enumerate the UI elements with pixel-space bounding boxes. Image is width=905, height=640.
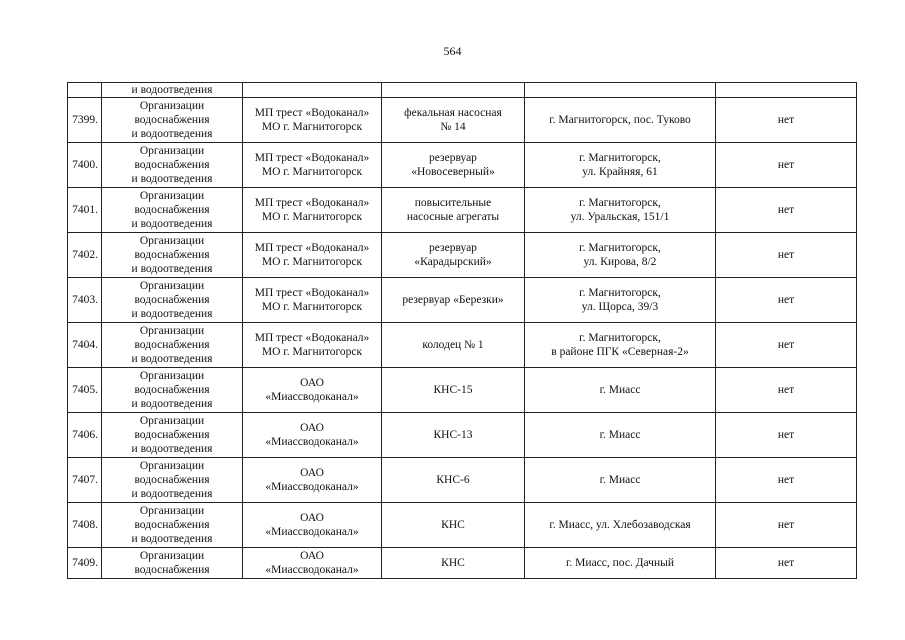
cell-value: нет — [716, 413, 857, 458]
cell-num — [68, 83, 102, 98]
cell-value: нет — [716, 548, 857, 579]
cell-category — [102, 548, 243, 579]
table-row — [68, 413, 857, 458]
cell-category-line: Организации — [139, 190, 205, 202]
cell-category-line: Организации — [139, 415, 205, 427]
cell-num: 7402. — [68, 233, 102, 278]
cell-address-line: ул. Уральская, 151/1 — [570, 211, 670, 223]
cell-num: 7404. — [68, 323, 102, 368]
table-row-continuation — [68, 83, 857, 98]
cell-address — [525, 98, 716, 143]
cell-object-line: фекальная насосная — [404, 107, 502, 119]
page-number: 564 — [443, 44, 462, 58]
cell-num: 7400. — [68, 143, 102, 188]
table-row — [68, 188, 857, 233]
cell-category-line: и водоотведения — [131, 533, 213, 545]
cell-value: нет — [716, 98, 857, 143]
table-row — [68, 98, 857, 143]
cell-category-line: Организации — [139, 100, 205, 112]
cell-object-line: «Новосеверный» — [411, 166, 495, 178]
cell-owner — [243, 278, 382, 323]
cell-object-line: КНС — [441, 557, 465, 569]
cell-address-line: г. Миасс — [599, 474, 641, 486]
cell-object — [382, 278, 525, 323]
cell-category-line: водоснабжения — [134, 474, 210, 486]
cell-object-line: резервуар «Березки» — [402, 294, 504, 306]
cell-owner — [243, 548, 382, 579]
cell-owner-line: МО г. Магнитогорск — [261, 166, 363, 178]
cell-owner-line: ОАО — [300, 550, 324, 562]
cell-address-line: г. Магнитогорск, — [579, 332, 661, 344]
cell-value: нет — [716, 458, 857, 503]
cell-address-line: ул. Крайняя, 61 — [582, 166, 658, 178]
cell-category-line: водоснабжения — [134, 564, 210, 576]
cell-address — [525, 278, 716, 323]
cell-address-line: г. Магнитогорск, — [579, 287, 661, 299]
cell-value: нет — [716, 278, 857, 323]
cell-category-line: водоснабжения — [134, 249, 210, 261]
cell-category-line: и водоотведения — [131, 353, 213, 365]
cell-object-line: резервуар — [429, 152, 477, 164]
cell-object — [382, 413, 525, 458]
cell-owner — [243, 368, 382, 413]
cell-object — [382, 98, 525, 143]
cell-address-line: г. Магнитогорск, — [579, 152, 661, 164]
table-row — [68, 143, 857, 188]
cell-address-line: г. Миасс — [599, 384, 641, 396]
cell-category — [102, 368, 243, 413]
cell-category-line: и водоотведения — [131, 443, 213, 455]
cell-owner — [243, 503, 382, 548]
cell-category-line: водоснабжения — [134, 429, 210, 441]
cell-address — [525, 503, 716, 548]
table-row — [68, 548, 857, 579]
cell-category-line: водоснабжения — [134, 519, 210, 531]
cell-value: нет — [716, 323, 857, 368]
cell-category-line: Организации — [139, 370, 205, 382]
cell-num: 7409. — [68, 548, 102, 579]
cell-category-line: Организации — [139, 280, 205, 292]
cell-address-line: в районе ПГК «Северная-2» — [551, 346, 689, 358]
table-row — [68, 458, 857, 503]
cell-object — [382, 143, 525, 188]
cell-owner-line: МО г. Магнитогорск — [261, 301, 363, 313]
cell-address — [525, 413, 716, 458]
cell-owner-line: ОАО — [300, 512, 324, 524]
cell-num: 7403. — [68, 278, 102, 323]
cell-owner-line: «Миассводоканал» — [265, 526, 359, 538]
cell-address — [525, 233, 716, 278]
registry-table — [67, 82, 857, 579]
cell-category-line: и водоотведения — [131, 398, 213, 410]
cell-num: 7405. — [68, 368, 102, 413]
cell-address-line: г. Магнитогорск, — [579, 242, 661, 254]
cell-object-line: «Карадырский» — [414, 256, 492, 268]
cell-num: 7408. — [68, 503, 102, 548]
cell-value: нет — [716, 503, 857, 548]
cell-object — [382, 233, 525, 278]
cell-object-line: насосные агрегаты — [406, 211, 500, 223]
cell-object — [382, 83, 525, 98]
cell-address-line: г. Миасс, пос. Дачный — [566, 557, 674, 569]
cell-object-line: колодец № 1 — [422, 339, 484, 351]
cell-category — [102, 98, 243, 143]
cell-address-line: ул. Щорса, 39/3 — [581, 301, 659, 313]
cell-address — [525, 368, 716, 413]
cell-address-line: г. Миасс — [599, 429, 641, 441]
cell-category-line: водоснабжения — [134, 294, 210, 306]
cell-category — [102, 188, 243, 233]
cell-owner-line: «Миассводоканал» — [265, 436, 359, 448]
cell-owner-line: «Миассводоканал» — [265, 481, 359, 493]
cell-owner-line: МП трест «Водоканал» — [254, 197, 370, 209]
cell-category-line: и водоотведения — [131, 488, 213, 500]
cell-object-line: резервуар — [429, 242, 477, 254]
cell-category-line: Организации — [139, 145, 205, 157]
cell-object — [382, 503, 525, 548]
cell-object-line: КНС — [441, 519, 465, 531]
table-row — [68, 233, 857, 278]
cell-address — [525, 188, 716, 233]
cell-address — [525, 458, 716, 503]
table-row — [68, 368, 857, 413]
cell-object — [382, 368, 525, 413]
cell-owner-line: МО г. Магнитогорск — [261, 211, 363, 223]
cell-category-line: Организации — [139, 505, 205, 517]
cell-object — [382, 548, 525, 579]
cell-category-line: водоснабжения — [134, 159, 210, 171]
cell-category-line: Организации — [139, 550, 205, 562]
cell-owner-line: МП трест «Водоканал» — [254, 242, 370, 254]
cell-category — [102, 278, 243, 323]
cell-owner-line: МО г. Магнитогорск — [261, 256, 363, 268]
cell-object-line: повысительные — [414, 197, 492, 209]
cell-owner — [243, 83, 382, 98]
cell-object-line: КНС-13 — [433, 429, 473, 441]
table-row — [68, 278, 857, 323]
cell-address-line: ул. Кирова, 8/2 — [583, 256, 657, 268]
cell-category-line: и водоотведения — [131, 128, 213, 140]
cell-category-line: Организации — [139, 325, 205, 337]
cell-category-line: водоснабжения — [134, 204, 210, 216]
cell-object-line: КНС-6 — [436, 474, 470, 486]
cell-category — [102, 458, 243, 503]
cell-category — [102, 503, 243, 548]
cell-owner — [243, 143, 382, 188]
cell-address — [525, 143, 716, 188]
cell-num: 7407. — [68, 458, 102, 503]
cell-category-line: Организации — [139, 460, 205, 472]
cell-category — [102, 143, 243, 188]
cell-value: нет — [716, 233, 857, 278]
cell-num: 7401. — [68, 188, 102, 233]
cell-owner-line: МП трест «Водоканал» — [254, 107, 370, 119]
cell-object-line: № 14 — [440, 121, 466, 133]
cell-address-line: г. Миасс, ул. Хлебозаводская — [549, 519, 691, 531]
cell-owner-line: МП трест «Водоканал» — [254, 152, 370, 164]
cell-category-line: и водоотведения — [131, 173, 213, 185]
cell-address — [525, 323, 716, 368]
cell-address-line: г. Магнитогорск, — [579, 197, 661, 209]
cell-value — [716, 83, 857, 98]
cell-owner — [243, 188, 382, 233]
cell-object — [382, 458, 525, 503]
cell-value: нет — [716, 368, 857, 413]
cell-category — [102, 233, 243, 278]
cell-num: 7406. — [68, 413, 102, 458]
cell-value: нет — [716, 143, 857, 188]
cell-owner — [243, 413, 382, 458]
cell-owner-line: МП трест «Водоканал» — [254, 287, 370, 299]
cell-owner — [243, 323, 382, 368]
cell-owner-line: МП трест «Водоканал» — [254, 332, 370, 344]
cell-object — [382, 188, 525, 233]
table-row — [68, 503, 857, 548]
cell-category-line: и водоотведения — [131, 218, 213, 230]
cell-owner-line: ОАО — [300, 422, 324, 434]
cell-owner-line: МО г. Магнитогорск — [261, 346, 363, 358]
cell-owner — [243, 458, 382, 503]
cell-category-line: водоснабжения — [134, 114, 210, 126]
cell-address — [525, 548, 716, 579]
cell-owner-line: ОАО — [300, 377, 324, 389]
table-row — [68, 323, 857, 368]
cell-object — [382, 323, 525, 368]
cell-category — [102, 413, 243, 458]
cell-object-line: КНС-15 — [433, 384, 473, 396]
cell-num: 7399. — [68, 98, 102, 143]
cell-category-line: водоснабжения — [134, 384, 210, 396]
cell-category-line: водоснабжения — [134, 339, 210, 351]
cell-owner-line: «Миассводоканал» — [265, 564, 359, 576]
cell-owner-line: ОАО — [300, 467, 324, 479]
cell-category-line: и водоотведения — [131, 308, 213, 320]
cell-category: и водоотведения — [102, 83, 243, 98]
cell-category-line: и водоотведения — [131, 263, 213, 275]
cell-owner-line: МО г. Магнитогорск — [261, 121, 363, 133]
cell-owner — [243, 98, 382, 143]
cell-address — [525, 83, 716, 98]
cell-category-line: Организации — [139, 235, 205, 247]
cell-address-line: г. Магнитогорск, пос. Туково — [549, 114, 691, 126]
cell-owner-line: «Миассводоканал» — [265, 391, 359, 403]
cell-value: нет — [716, 188, 857, 233]
cell-category — [102, 323, 243, 368]
cell-owner — [243, 233, 382, 278]
